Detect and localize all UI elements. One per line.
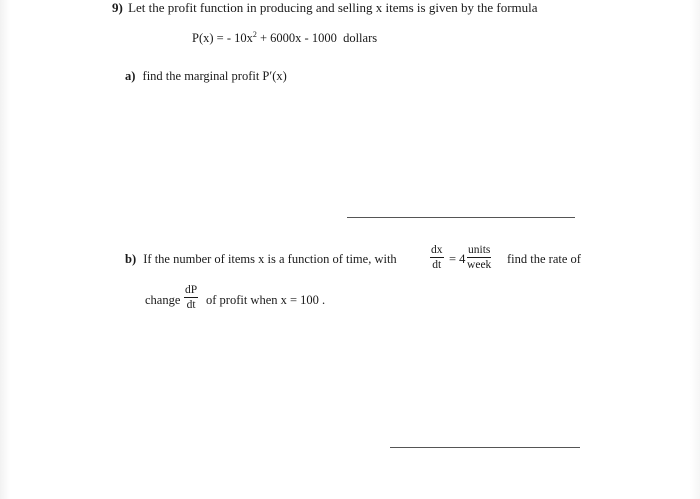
question-intro: Let the profit function in producing and selling x items is given by the formula bbox=[128, 0, 538, 15]
part-b-line2-prefix: change bbox=[145, 293, 181, 307]
part-a-text: find the marginal profit P bbox=[142, 69, 270, 83]
formula-lhs: P(x) = - 10x bbox=[192, 31, 253, 45]
answer-line-b[interactable] bbox=[390, 447, 580, 448]
dx-dt-numerator: dx bbox=[431, 244, 443, 256]
formula-exponent: 2 bbox=[252, 30, 257, 39]
part-b-suffix: find the rate of bbox=[507, 252, 581, 266]
part-b-label: b) bbox=[125, 252, 137, 266]
formula-rhs: + 6000x - 1000 dollars bbox=[256, 31, 378, 45]
part-b-text: If the number of items x is a function of time, with bbox=[143, 252, 397, 266]
dP-dt-denominator: dt bbox=[186, 299, 196, 311]
units-numerator: units bbox=[468, 244, 491, 256]
part-a-label: a) bbox=[125, 69, 136, 83]
rate-value: = 4 bbox=[449, 252, 466, 266]
answer-line-a[interactable] bbox=[347, 217, 575, 218]
part-a-suffix: (x) bbox=[272, 69, 287, 83]
units-fraction bbox=[467, 244, 491, 271]
units-denominator: week bbox=[467, 259, 492, 271]
part-b-line1 bbox=[125, 252, 397, 267]
part-a bbox=[125, 68, 287, 84]
part-a-prime: ′ bbox=[269, 68, 273, 83]
question-number: 9) bbox=[112, 0, 123, 15]
dP-dt-fraction bbox=[184, 284, 198, 311]
question-header bbox=[112, 0, 538, 16]
dx-dt-fraction bbox=[430, 244, 444, 271]
profit-formula bbox=[192, 31, 377, 46]
dP-dt-numerator: dP bbox=[185, 284, 198, 296]
part-b-line2-suffix: of profit when x = 100 . bbox=[206, 293, 326, 307]
dx-dt-denominator: dt bbox=[432, 259, 442, 271]
